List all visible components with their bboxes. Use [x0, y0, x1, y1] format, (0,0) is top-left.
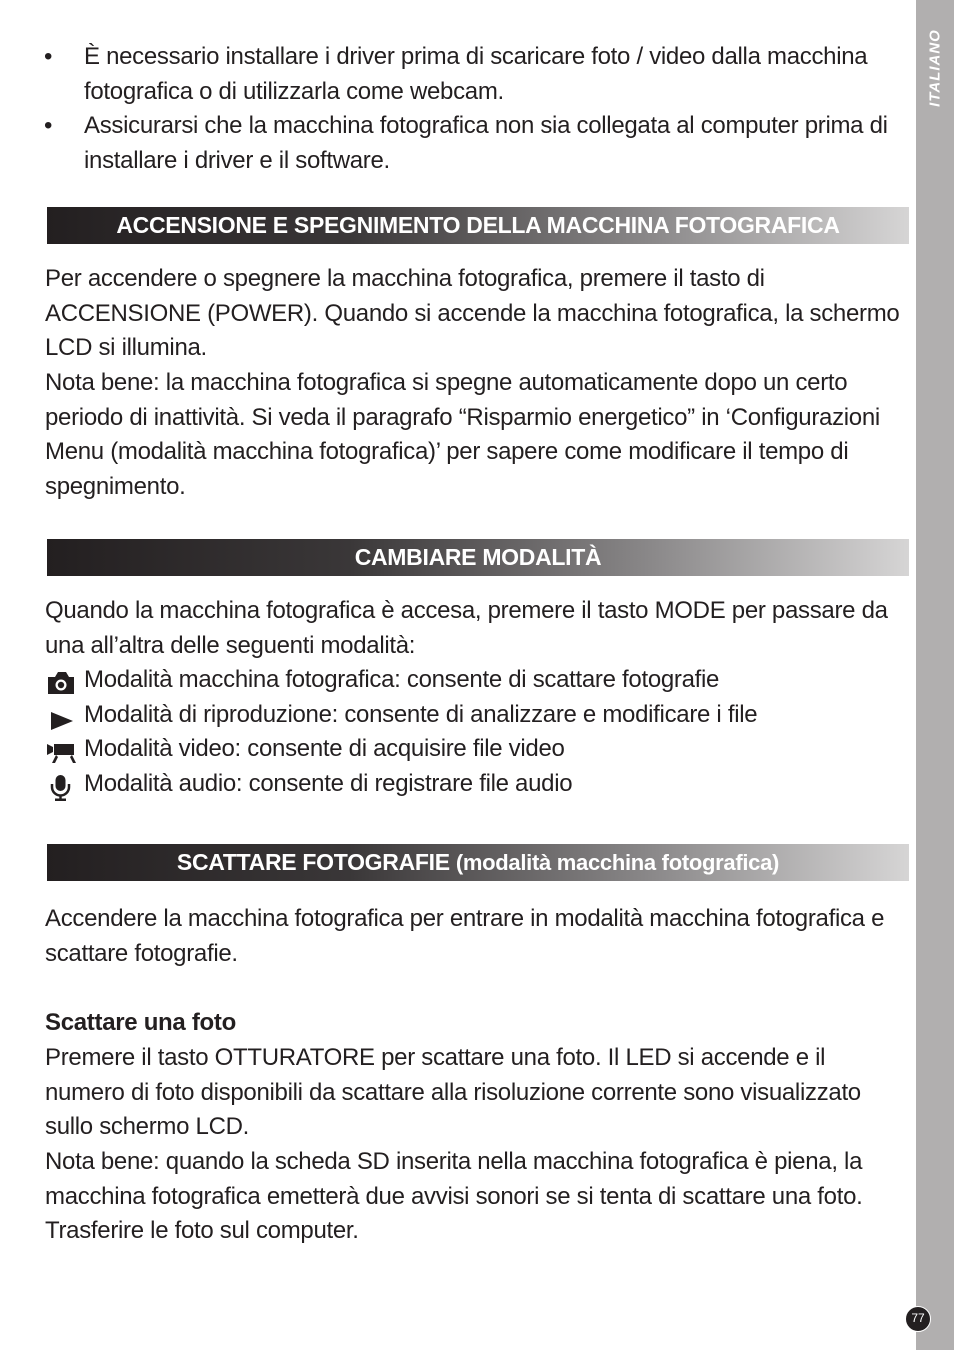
mode-text: Modalità di riproduzione: consente di analizzare e modificare i file [84, 700, 758, 728]
photo-note-paragraph: Nota bene: quando la scheda SD inserita nella macchina fotografica è piena, la macchina fotografica emetterà due avvisi sonori se si tenta di scattare una foto. Trasferire le foto sul computer. [45, 1148, 863, 1244]
camera-icon [45, 663, 77, 697]
microphone-icon [45, 767, 77, 801]
bullet-marker: • [44, 43, 53, 70]
bullet-text: Assicurarsi che la macchina fotografica non sia collegata al computer prima di installare i driver e il software. [84, 112, 888, 174]
section-heading-photo [47, 844, 909, 881]
language-sidebar [916, 0, 954, 1350]
section-heading-sub: (modalità macchina fotografica) [455, 850, 780, 875]
photo-subheading: Scattare una foto [45, 1009, 236, 1036]
mode-text: Modalità audio: consente di registrare file audio [84, 769, 573, 797]
language-label: ITALIANO [926, 29, 944, 107]
photo-paragraph: Premere il tasto OTTURATORE per scattare una foto. Il LED si accende e il numero di foto disponibili da scattare alla risoluzione corrente sono visualizzato sullo schermo LCD. [45, 1044, 861, 1140]
bullet-text: È necessario installare i driver prima di scaricare foto / video dalla macchina fotografica o di utilizzarla come webcam. [84, 43, 868, 105]
section-heading-mode: CAMBIARE MODALITÀ [47, 539, 909, 576]
play-icon [45, 698, 77, 732]
mode-text: Modalità video: consente di acquisire file video [84, 735, 565, 762]
mode-item-audio [45, 767, 905, 802]
power-paragraph: Per accendere o spegnere la macchina fotografica, premere il tasto di ACCENSIONE (POWER). Quando si accende la macchina fotografica, la schermo LCD si illumina. [45, 265, 900, 361]
section-heading-main: SCATTARE FOTOGRAFIE [176, 849, 450, 875]
bullet-item [44, 40, 904, 109]
mode-text: Modalità macchina fotografica: consente di scattare fotografie [84, 666, 720, 693]
bullet-marker: • [44, 112, 53, 139]
mode-intro-paragraph: Quando la macchina fotografica è accesa, premere il tasto MODE per passare da una all’altra delle seguenti modalità: [45, 597, 888, 659]
section-heading-power: ACCENSIONE E SPEGNIMENTO DELLA MACCHINA FOTOGRAFICA [47, 207, 909, 244]
bullet-item [44, 109, 904, 178]
page-number: 77 [905, 1306, 931, 1332]
mode-item-playback [45, 698, 905, 733]
mode-item-camera [45, 663, 905, 698]
mode-item-video [45, 732, 905, 767]
power-note-paragraph: Nota bene: la macchina fotografica si spegne automaticamente dopo un certo periodo di inattività. Si veda il paragrafo “Risparmio energetico” in ‘Configurazioni Menu (modalità macchina fotografica)’ per sapere come modificare il tempo di spegnimento. [45, 369, 880, 500]
video-camera-icon [45, 732, 77, 766]
intro-bullet-list [44, 40, 904, 178]
mode-list [45, 663, 905, 801]
photo-intro-paragraph: Accendere la macchina fotografica per entrare in modalità macchina fotografica e scattare fotografie. [45, 905, 885, 967]
